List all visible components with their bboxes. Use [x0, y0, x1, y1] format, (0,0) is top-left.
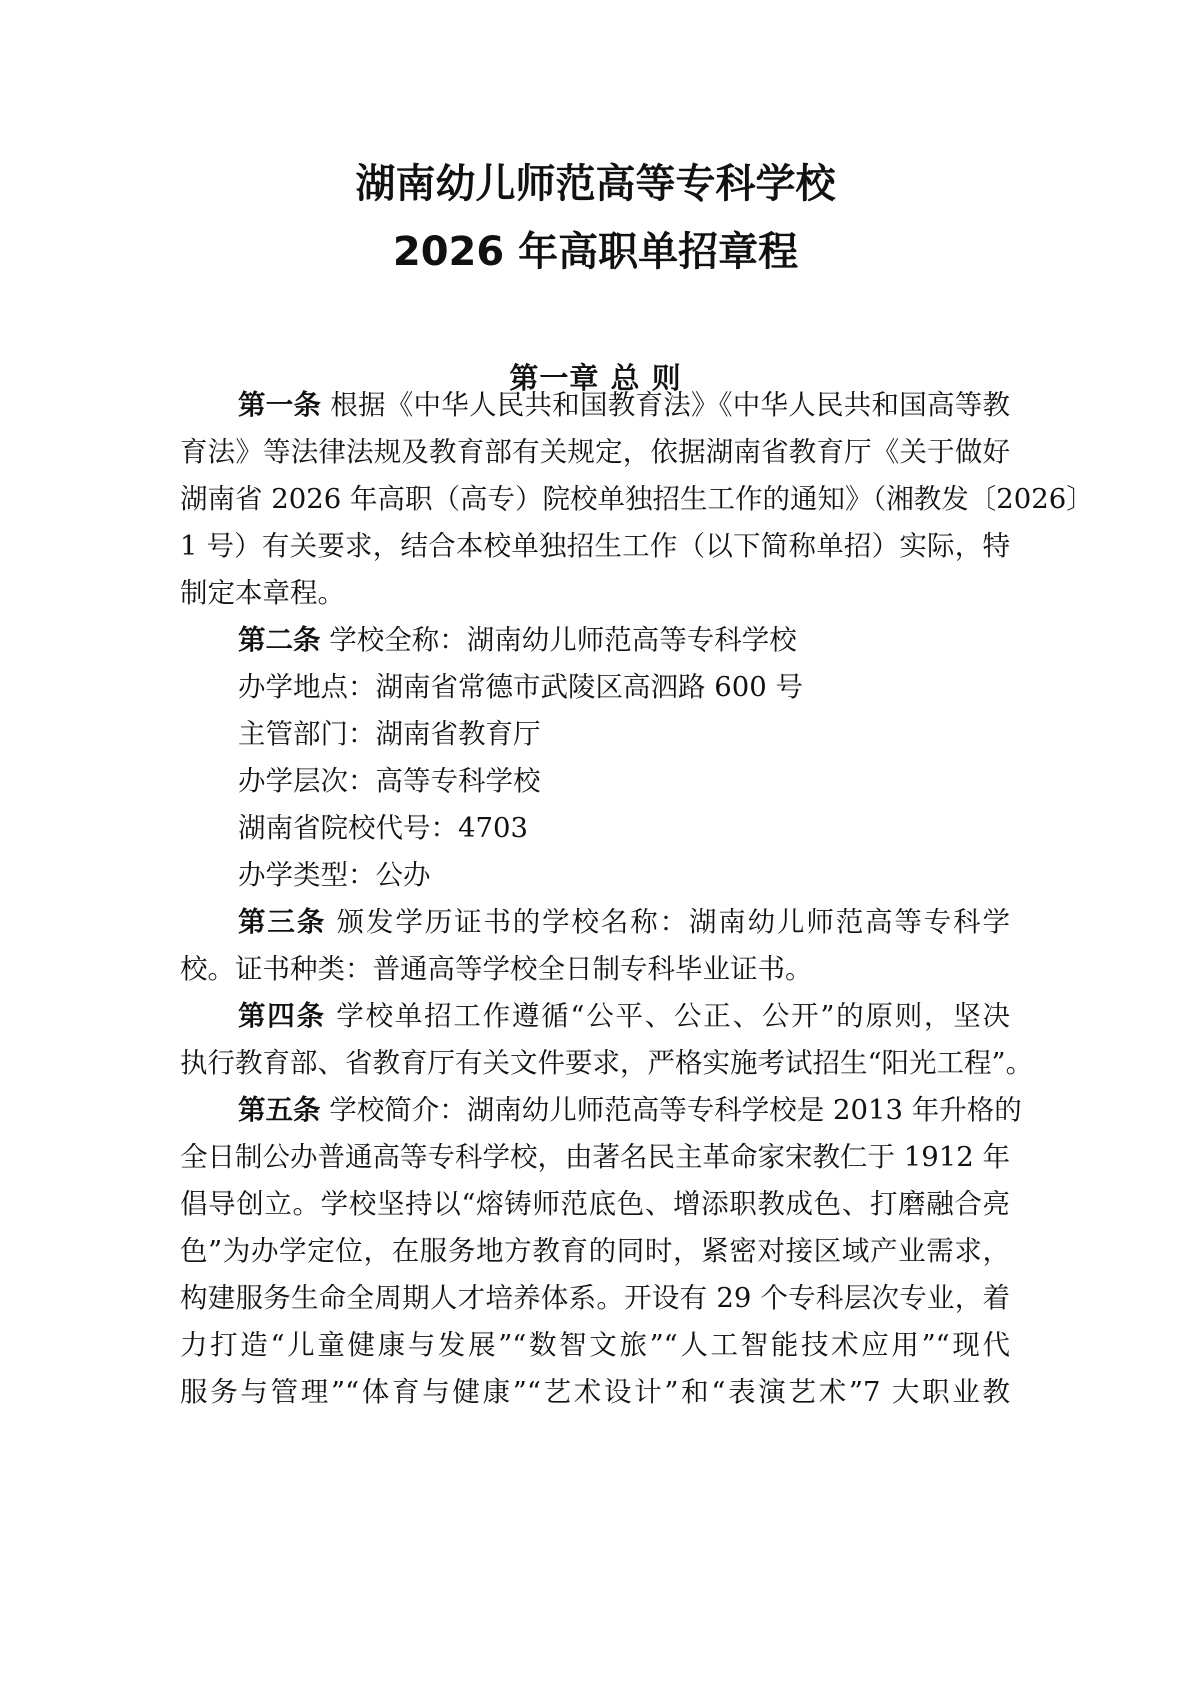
article-5-line-6: 力打造“儿童健康与发展”“数智文旅”“人工智能技术应用”“现代 [180, 1329, 1010, 1361]
article-5-label: 第五条 [238, 1094, 321, 1126]
article-1-line-1 [238, 385, 1010, 425]
article-3-line-1 [238, 902, 1010, 942]
article-5-line-7: 服务与管理”“体育与健康”“艺术设计”和“表演艺术”7 大职业教 [180, 1376, 1010, 1408]
article-1-line-2: 育法》等法律法规及教育部有关规定，依据湖南省教育厅《关于做好 [180, 436, 1010, 468]
article-3-text: 颁发学历证书的学校名称：湖南幼儿师范高等专科学 [326, 906, 1011, 938]
article-2-line-1 [238, 620, 1010, 660]
article-4-label: 第四条 [238, 1000, 326, 1032]
article-5-line-3: 倡导创立。学校坚持以“熔铸师范底色、增添职教成色、打磨融合亮 [180, 1188, 1010, 1220]
article-5-line-2: 全日制公办普通高等专科学校，由著名民主革命家宋教仁于 1912 年 [180, 1141, 1010, 1173]
school-address: 办学地点：湖南省常德市武陵区高泗路 600 号 [238, 671, 803, 703]
article-4-text: 学校单招工作遵循“公平、公正、公开”的原则，坚决 [325, 1000, 1011, 1032]
article-2-label: 第二条 [238, 624, 321, 656]
school-type: 办学类型：公办 [238, 859, 431, 891]
article-3-label: 第三条 [238, 906, 327, 938]
article-4-line-2: 执行教育部、省教育厅有关文件要求，严格实施考试招生“阳光工程”。 [180, 1047, 1034, 1079]
article-1-line-3: 湖南省 2026 年高职（高专）院校单独招生工作的通知》（湘教发〔2026〕 [180, 483, 1094, 515]
article-3-line-2: 校。证书种类：普通高等学校全日制专科毕业证书。 [180, 953, 813, 985]
article-5-line-1 [238, 1090, 1022, 1130]
school-level: 办学层次：高等专科学校 [238, 765, 541, 797]
article-2-text: 学校全称：湖南幼儿师范高等专科学校 [320, 624, 797, 656]
supervising-department: 主管部门：湖南省教育厅 [238, 718, 541, 750]
document-title-line-2: 2026 年高职单招章程 [392, 229, 799, 275]
chapter-heading: 第一章 总 则 [509, 361, 682, 395]
article-5-line-4: 色”为办学定位，在服务地方教育的同时，紧密对接区域产业需求， [180, 1235, 1010, 1267]
article-1-line-4: 1 号）有关要求，结合本校单独招生工作（以下简称单招）实际，特 [180, 530, 1010, 562]
article-1-text: 根据《中华人民共和国教育法》《中华人民共和国高等教 [321, 389, 1010, 421]
document-title-line-1: 湖南幼儿师范高等专科学校 [355, 161, 836, 207]
article-5-text: 学校简介：湖南幼儿师范高等专科学校是 2013 年升格的 [320, 1094, 1022, 1126]
school-code: 湖南省院校代号：4703 [238, 812, 528, 844]
article-1-label: 第一条 [238, 389, 322, 421]
article-5-line-5: 构建服务生命全周期人才培养体系。开设有 29 个专科层次专业，着 [180, 1282, 1010, 1314]
article-4-line-1 [238, 996, 1010, 1036]
article-1-line-5: 制定本章程。 [180, 577, 345, 609]
